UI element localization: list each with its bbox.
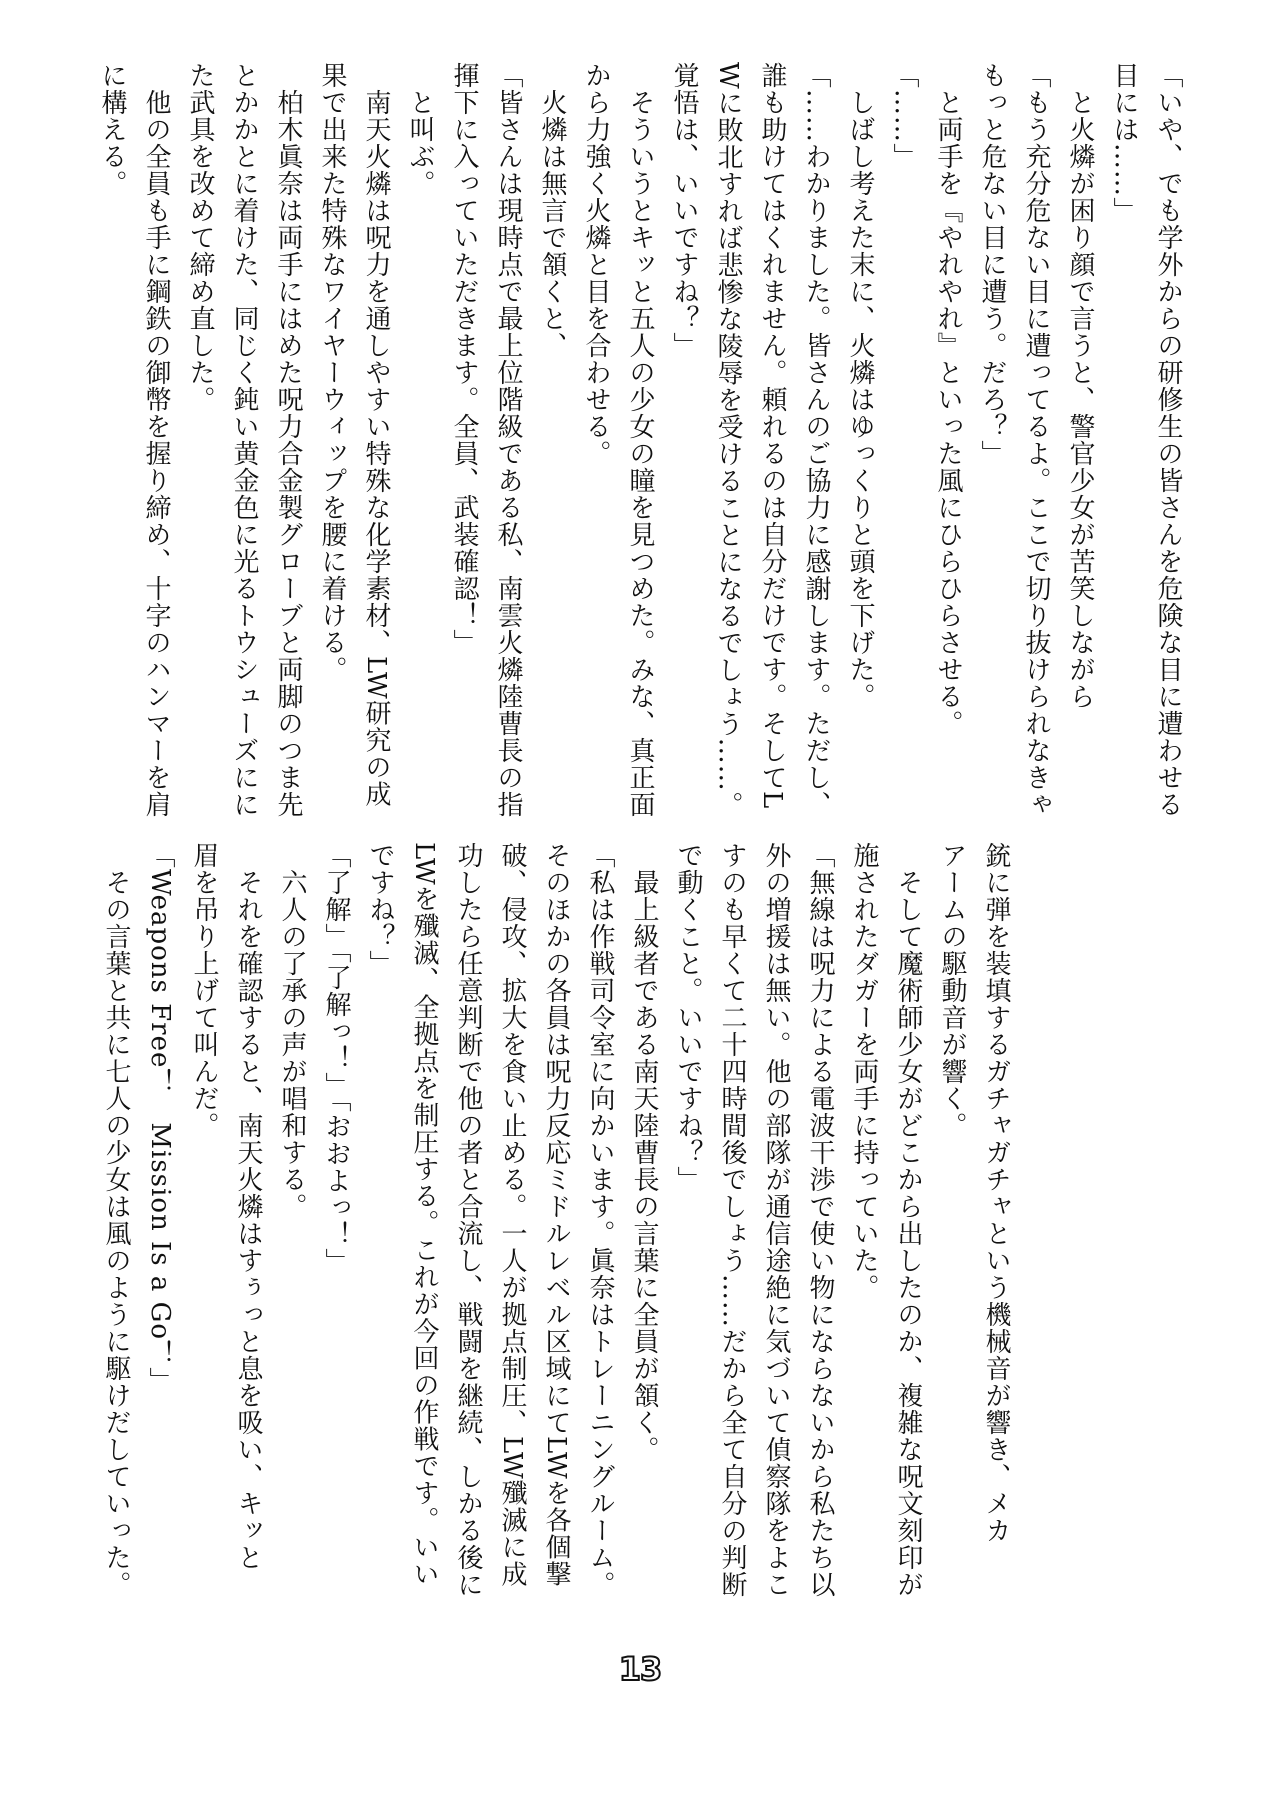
upper-line: た武具を改めて締め直した。 <box>185 62 215 413</box>
text-block-upper <box>90 62 1190 822</box>
upper-line: とかかとに着けた、同じく鈍い黄金色に光るトウシューズにに <box>229 62 259 818</box>
upper-line: 誰も助けてはくれません。頼れるのは自分だけです。そしてL <box>757 62 787 810</box>
lower-line: すのも早くて二十四時間後でしょう……だから全て自分の判断 <box>717 842 747 1598</box>
upper-line: 「もう充分危ない目に遭ってるよ。ここで切り抜けられなきゃ <box>1021 62 1051 818</box>
text-block-lower <box>101 842 1018 1598</box>
lower-line: 「無線は呪力による電波干渉で使い物にならないから私たち以 <box>805 842 835 1598</box>
upper-line: と両手を『やれやれ』といった風にひらひらさせる。 <box>933 62 963 737</box>
lower-line: そして魔術師少女がどこから出したのか、複雑な呪文刻印が <box>893 842 923 1598</box>
lower-line: 破、侵攻、拡大を食い止める。一人が拠点制圧、LW殲滅に成 <box>497 842 527 1588</box>
lower-line: 施されたダガーを両手に持っていた。 <box>849 842 879 1301</box>
upper-line: 覚悟は、いいですね？」 <box>669 62 699 359</box>
lower-line: 外の増援は無い。他の部隊が通信途絶に気づいて偵察隊をよこ <box>761 842 791 1598</box>
lower-line: LWを殲滅、全拠点を制圧する。これが今回の作戦です。いい <box>409 842 439 1588</box>
upper-line: Wに敗北すれば悲惨な陵辱を受けることになるでしょう……。 <box>713 62 743 819</box>
upper-line: 「皆さんは現時点で最上位階級である私、南雲火燐陸曹長の指 <box>493 62 523 818</box>
upper-line: 果で出来た特殊なワイヤーウィップを腰に着ける。 <box>317 62 347 683</box>
upper-line: から力強く火燐と目を合わせる。 <box>581 62 611 467</box>
lower-line: 眉を吊り上げて叫んだ。 <box>189 842 219 1139</box>
upper-line: 他の全員も手に鋼鉄の御幣を握り締め、十字のハンマーを肩 <box>141 62 171 818</box>
upper-line: 「いや、でも学外からの研修生の皆さんを危険な目に遭わせる <box>1153 62 1183 818</box>
lower-line: で動くこと。いいですね？」 <box>673 842 703 1193</box>
upper-line: 目には……」 <box>1109 62 1139 224</box>
upper-line: と火燐が困り顔で言うと、警官少女が苦笑しながら <box>1065 62 1095 710</box>
page-number: 13 <box>618 1650 662 1688</box>
lower-line: アームの駆動音が響く。 <box>937 842 967 1139</box>
upper-line: 「……わかりました。皆さんのご協力に感謝します。ただし、 <box>801 62 831 818</box>
lower-line: ですね？」 <box>365 842 395 977</box>
upper-line: しばし考えた末に、火燐はゆっくりと頭を下げた。 <box>845 62 875 710</box>
upper-line: もっと危ない目に遭う。だろ？」 <box>977 62 1007 467</box>
lower-line: それを確認すると、南天火燐はすぅっと息を吸い、キッと <box>233 842 263 1571</box>
lower-line: 「了解」「了解っ！」「おおよっ！」 <box>321 842 351 1275</box>
upper-line: そういうとキッと五人の少女の瞳を見つめた。みな、真正面 <box>625 62 655 818</box>
lower-line: 功したら任意判断で他の者と合流し、戦闘を継続、しかる後に <box>453 842 483 1598</box>
lower-line: 最上級者である南天陸曹長の言葉に全員が頷く。 <box>629 842 659 1463</box>
upper-line: 「……」 <box>889 62 919 170</box>
upper-line: に構える。 <box>97 62 127 197</box>
lower-line: 「私は作戦司令室に向かいます。眞奈はトレーニングルーム。 <box>585 842 615 1598</box>
upper-line: 揮下に入っていただきます。全員、武装確認！」 <box>449 62 479 656</box>
lower-line: 銃に弾を装填するガチャガチャという機械音が響き、メカ <box>981 842 1011 1544</box>
upper-line: 柏木眞奈は両手にはめた呪力合金製グローブと両脚のつま先 <box>273 62 303 818</box>
lower-line: その言葉と共に七人の少女は風のように駆けだしていった。 <box>101 842 131 1598</box>
lower-line: 「Weapons Free！ Mission Is a Go！」 <box>145 842 175 1395</box>
lower-line: 六人の了承の声が唱和する。 <box>277 842 307 1220</box>
upper-line: 火燐は無言で頷くと、 <box>537 62 567 359</box>
lower-line: そのほかの各員は呪力反応ミドルレベル区域にてLWを各個撃 <box>541 842 571 1588</box>
upper-line: 南天火燐は呪力を通しやすい特殊な化学素材、LW研究の成 <box>361 62 391 808</box>
upper-line: と叫ぶ。 <box>405 62 435 197</box>
